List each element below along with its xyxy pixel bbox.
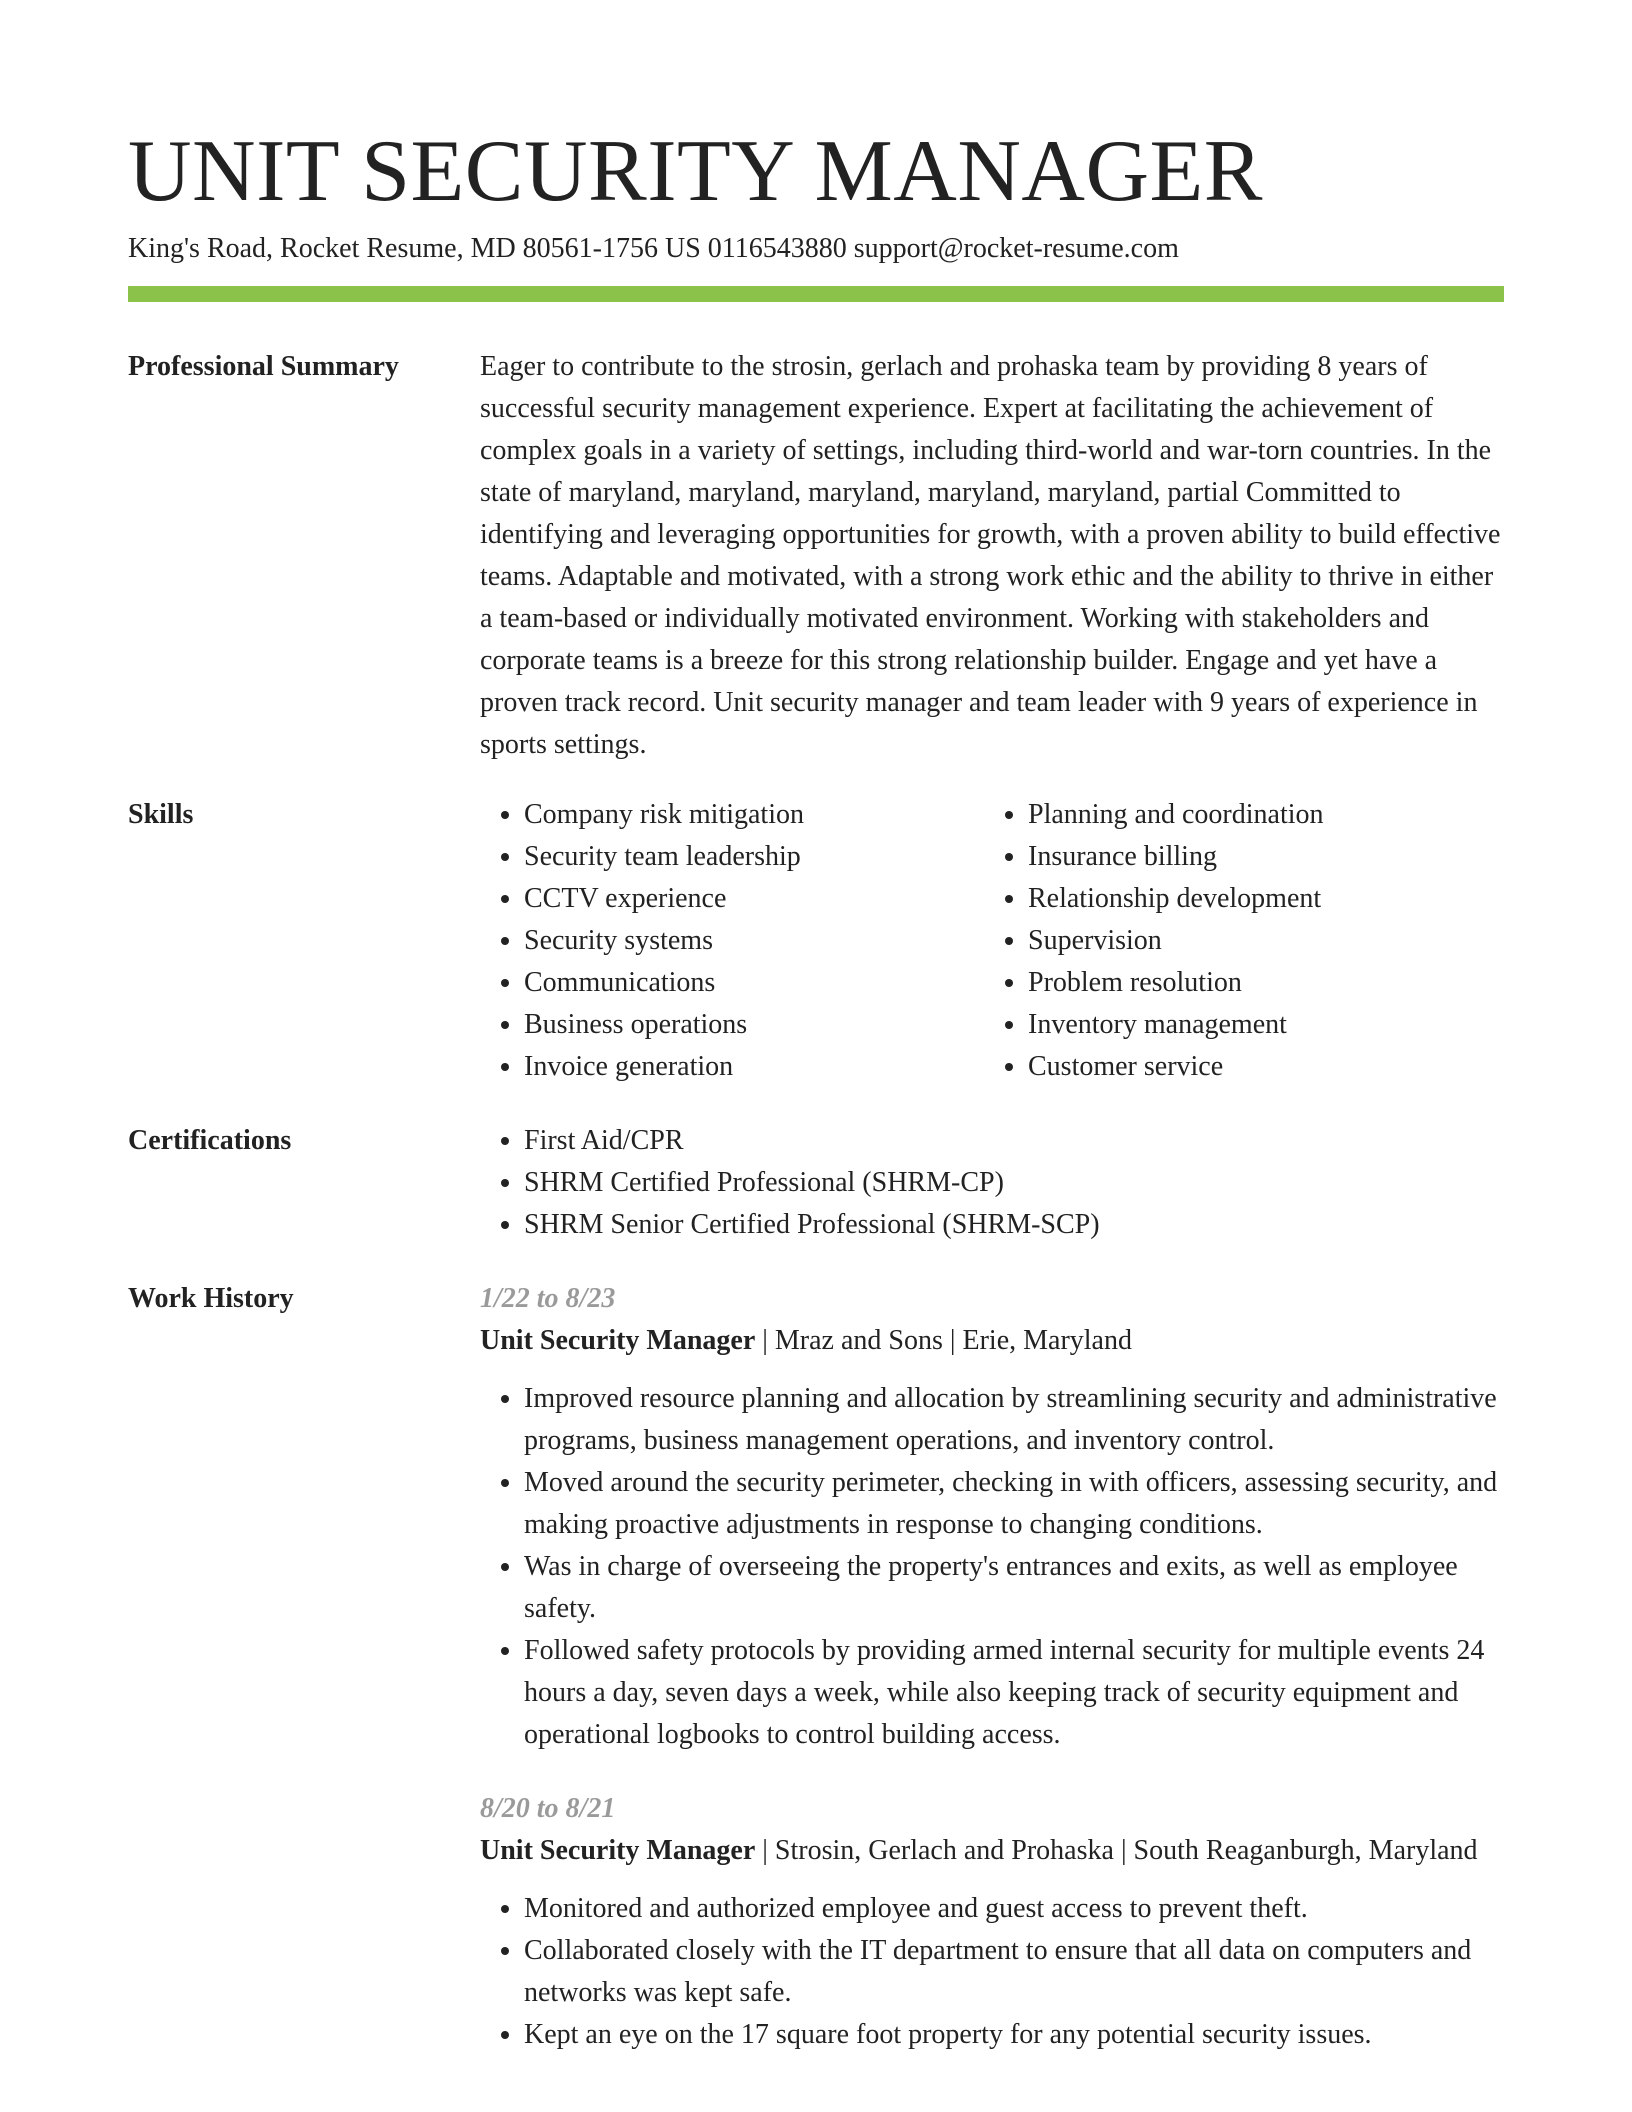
- skill-item: • Communications: [524, 962, 984, 1004]
- certifications-label: Certifications: [128, 1125, 292, 1156]
- job-details: | Mraz and Sons | Erie, Maryland: [755, 1325, 1132, 1356]
- work-history-body: [480, 1278, 1504, 2056]
- skill-item: • Supervision: [1028, 920, 1488, 962]
- contact-line: King's Road, Rocket Resume, MD 80561-1756 US 0116543880 support@rocket-resume.com: [128, 233, 1179, 264]
- job-heading: [480, 1830, 1504, 1872]
- job-bullet: • Monitored and authorized employee and guest access to prevent theft.: [524, 1888, 1504, 1930]
- skill-item: • Company risk mitigation: [524, 794, 984, 836]
- job-heading: [480, 1320, 1504, 1362]
- summary-text: Eager to contribute to the strosin, gerlach and prohaska team by providing 8 years of successful security management experience. Expert at facilitating the achievement of complex goals in a variety of settings, including third-world and war-torn countries. In the state of maryland, maryland, maryland, maryland, maryland, partial Committed to identifying and leveraging opportunities for growth, with a proven ability to build effective teams. Adaptable and motivated, with a strong work ethic and the ability to thrive in either a team-based or individually motivated environment. Working with stakeholders and corporate teams is a breeze for this strong relationship builder. Engage and yet have a proven track record. Unit security manager and team leader with 9 years of experience in sports settings.: [480, 351, 1501, 760]
- resume-title: UNIT SECURITY MANAGER: [128, 123, 1263, 220]
- work-history-label: Work History: [128, 1283, 294, 1314]
- skill-item: • Invoice generation: [524, 1046, 984, 1088]
- skill-item: • CCTV experience: [524, 878, 984, 920]
- summary-body: [480, 346, 1504, 766]
- job-bullet: • Kept an eye on the 17 square foot property for any potential security issues.: [524, 2014, 1504, 2056]
- job-bullet: • Followed safety protocols by providing armed internal security for multiple events 24 hours a day, seven days a week, while also keeping track of security equipment and operational logbooks to control building access.: [524, 1630, 1504, 1756]
- skill-item: • Problem resolution: [1028, 962, 1488, 1004]
- job-bullets: [480, 1888, 1504, 2056]
- accent-divider: [128, 286, 1504, 302]
- job-dates: 8/20 to 8/21: [480, 1793, 616, 1824]
- job-title: Unit Security Manager: [480, 1325, 756, 1356]
- skill-item: • Inventory management: [1028, 1004, 1488, 1046]
- skills-label: Skills: [128, 799, 194, 830]
- certification-item: • SHRM Certified Professional (SHRM-CP): [524, 1162, 1504, 1204]
- job-bullet: • Was in charge of overseeing the property's entrances and exits, as well as employee safety.: [524, 1546, 1504, 1630]
- job-title: Unit Security Manager: [480, 1835, 756, 1866]
- certifications-body: [480, 1120, 1504, 1246]
- job-dates: 1/22 to 8/23: [480, 1283, 616, 1314]
- job-entry: [480, 1278, 1504, 1756]
- skills-column-right: [984, 794, 1488, 1088]
- skills-column-left: [480, 794, 984, 1088]
- skill-item: • Security systems: [524, 920, 984, 962]
- skills-body: [480, 794, 1504, 1088]
- summary-label: Professional Summary: [128, 351, 399, 382]
- skill-item: • Business operations: [524, 1004, 984, 1046]
- certification-item: • First Aid/CPR: [524, 1120, 1504, 1162]
- job-details: | Strosin, Gerlach and Prohaska | South Reaganburgh, Maryland: [755, 1835, 1478, 1866]
- job-entry: [480, 1788, 1504, 2056]
- skill-item: • Security team leadership: [524, 836, 984, 878]
- certification-item: • SHRM Senior Certified Professional (SHRM-SCP): [524, 1204, 1504, 1246]
- job-bullet: • Moved around the security perimeter, checking in with officers, assessing security, and making proactive adjustments in response to changing conditions.: [524, 1462, 1504, 1546]
- skill-item: • Insurance billing: [1028, 836, 1488, 878]
- skill-item: • Customer service: [1028, 1046, 1488, 1088]
- skill-item: • Relationship development: [1028, 878, 1488, 920]
- job-bullet: • Improved resource planning and allocation by streamlining security and administrative programs, business management operations, and inventory control.: [524, 1378, 1504, 1462]
- job-bullet: • Collaborated closely with the IT department to ensure that all data on computers and networks was kept safe.: [524, 1930, 1504, 2014]
- job-bullets: [480, 1378, 1504, 1756]
- skill-item: • Planning and coordination: [1028, 794, 1488, 836]
